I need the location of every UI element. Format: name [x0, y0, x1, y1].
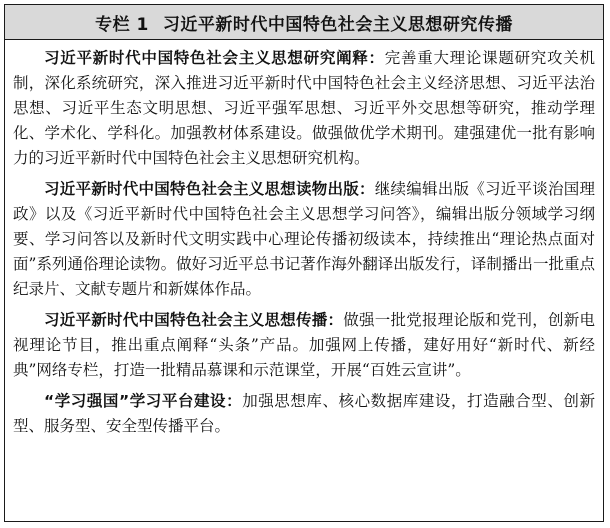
paragraph-text: 完善重大理论课题研究攻关机制，深化系统研究，深入推进习近平新时代中国特色社会主义经济思想、习近平法治思想、习近平生态文明思想、习近平强军思想、习近平外交思想等研究，推动学理化、学术化、学科化。加强教材体系建设。做强做优学术期刊。建强建优一批有影响力的习近平新时代中国特色社会主义思想研究机构。	[13, 49, 595, 167]
paragraph-lead: “学习强国”学习平台建设：	[44, 392, 243, 410]
column-header	[5, 5, 603, 40]
paragraph-dissemination	[13, 308, 595, 383]
paragraph-text: 做强一批党报理论版和党刊，创新电视理论节目，推出重点阐释“头条”产品。加强网上传播，建好用好“新时代、新经典”网络专栏，打造一批精品慕课和示范课堂，开展“百姓云宣讲”。	[13, 311, 595, 379]
paragraph-text: 继续编辑出版《习近平谈治国理政》以及《习近平新时代中国特色社会主义思想学习问答》，编辑出版分领域学习纲要、学习问答以及新时代文明实践中心理论传播初级读本，持续推出“理论热点面对面”系列通俗理论读物。做好习近平总书记著作海外翻译出版发行，译制播出一批重点纪录片、文献专题片和新媒体作品。	[13, 180, 595, 298]
paragraph-text: 加强思想库、核心数据库建设，打造融合型、创新型、服务型、安全型传播平台。	[13, 392, 595, 435]
paragraph-lead: 习近平新时代中国特色社会主义思想传播：	[44, 311, 344, 329]
column-body	[5, 40, 603, 439]
paragraph-research	[13, 46, 595, 171]
column-label: 专栏 1	[95, 14, 149, 35]
paragraph-platform	[13, 389, 595, 439]
column-title: 习近平新时代中国特色社会主义思想研究传播	[162, 14, 513, 35]
paragraph-lead: 习近平新时代中国特色社会主义思想研究阐释：	[44, 49, 385, 67]
paragraph-lead: 习近平新时代中国特色社会主义思想读物出版：	[44, 180, 375, 198]
column-box	[4, 4, 604, 522]
paragraph-publishing	[13, 177, 595, 302]
